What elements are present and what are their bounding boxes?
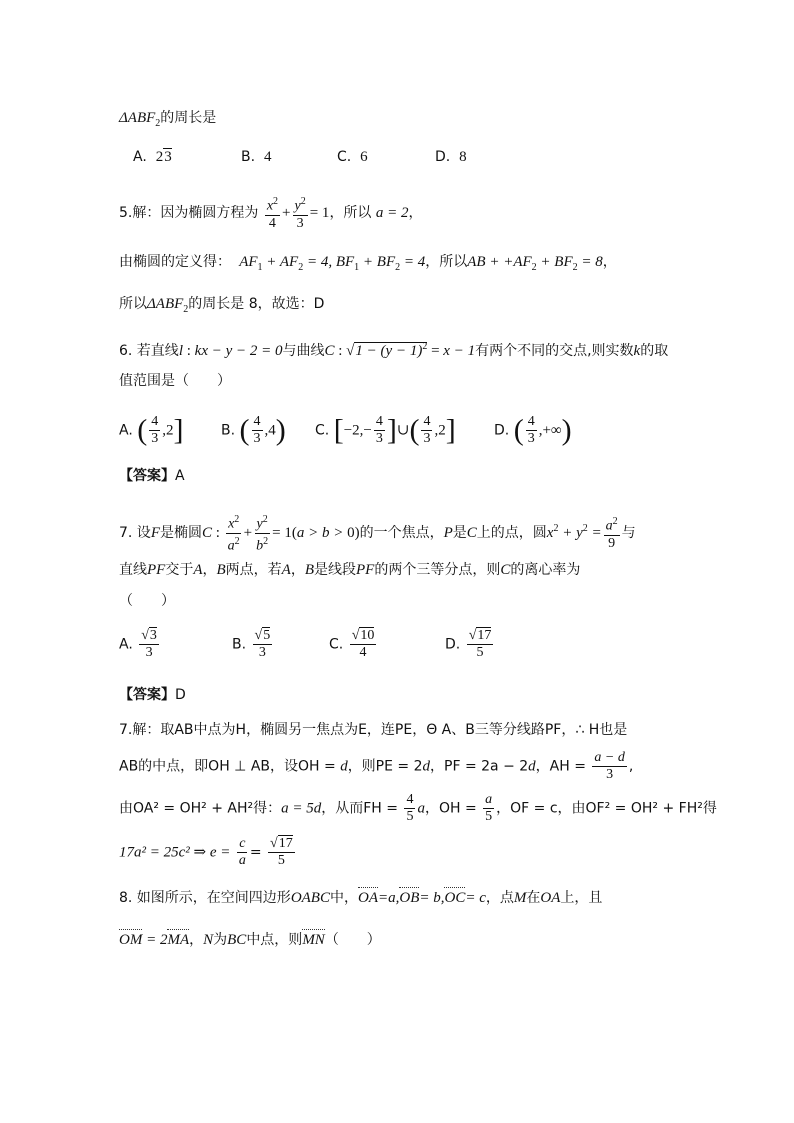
q4-tail-line xyxy=(119,108,216,134)
q4-tail-text: 的周长是 xyxy=(160,110,217,126)
q7-answer: 【答案】D xyxy=(119,687,186,703)
q7-option-d: D. $\frac{√17}{5}$ xyxy=(445,628,492,660)
q6-option-c: C. [−2,− $\frac{4}{3}$ ]∪( $\frac{4}{3}$ ,2] xyxy=(315,413,456,447)
q4-option-a: A. 23 xyxy=(133,149,172,165)
q6-line-1: 6. 若直线l : kx − y − 2 = 0与曲线C : $√1 - (y - 1)^2 = x - 1$有两个不同的交点,则实数k的取 xyxy=(119,341,669,359)
q4-option-b: B. 4 xyxy=(241,149,272,165)
q7-option-c: C. $\frac{√10}{4}$ xyxy=(329,628,375,660)
q6-line-2: 值范围是（ ） xyxy=(119,373,231,389)
q6-option-d: D. ( $\frac{4}{3}$ ,+∞) xyxy=(494,413,572,447)
q7-line-3: （ ） xyxy=(119,593,175,609)
q7-line-2: 直线PF交于A，B两点，若A，B是线段PF的两个三等分点，则C的离心率为 xyxy=(119,562,581,578)
s5-line-1: 5.解：因为椭圆方程为 $\frac{x^2}{4}$ + $\frac{y^2}{3}$ = 1，所以 a = 2， xyxy=(119,196,423,231)
q6-option-a: A. ( $\frac{4}{3}$ ,2] xyxy=(119,413,184,447)
s7-line-4: 17a² = 25c² ⇒ e = $\frac{c}{a}$ = $\frac{√17}{5}$ xyxy=(119,836,293,868)
q8-line-1: 8. 如图所示，在空间四边形OABC中，OA=a,OB= b,OC= c，点M在OA上，且 xyxy=(119,890,603,906)
s5-line-2: 由椭圆的定义得： $AF_1 + AF_2 = 4$, $BF_1 + BF_2 = 4$，所以AB + $+AF_2 + BF_2 = 8$， xyxy=(119,254,617,273)
q6-option-b: B. ( $\frac{4}{3}$ ,4) xyxy=(221,413,286,447)
q4-option-c: C. 6 xyxy=(337,149,368,165)
s7-line-1: 7.解：取AB中点为H，椭圆另一焦点为E，连PE，Θ A、B三等分线路PF，∴ H也是 xyxy=(119,722,628,738)
q7-line-1: 7. 设F是椭圆C : $\frac{x^2}{a^2}$ + $\frac{y^2}{b^2}$ = 1(a > b > 0)的一个焦点，P是C上的点，圆$x^2 + y^2$ = $\frac{a^2}{9}$ 与 xyxy=(119,514,636,554)
triangle-label: $\Delta ABF_2$ xyxy=(119,110,161,129)
s7-line-2: AB的中点，即OH ⊥ AB，设OH = d，则PE = 2d，PF = 2a − 2d，AH = $\frac{a - d}{3}$ , xyxy=(119,750,634,782)
s5-line-3: 所以$\Delta ABF_2$的周长是 8，故选：D xyxy=(119,296,325,315)
q8-line-2: OM = 2MA，N为BC中点，则MN（ ） xyxy=(119,932,381,948)
q4-option-d: D. 8 xyxy=(435,149,467,165)
q7-option-a: A. $\frac{√3}{3}$ xyxy=(119,628,157,660)
s7-line-3: 由OA² = OH² + AH²得：a = 5d，从而FH = $\frac{4}{5}$ a，OH = $\frac{a}{5}$ ，OF = c，由OF² = OH² + FH²得 xyxy=(119,792,717,824)
q7-option-b: B. $\frac{√5}{3}$ xyxy=(232,628,271,660)
q6-answer: 【答案】A xyxy=(119,468,185,484)
